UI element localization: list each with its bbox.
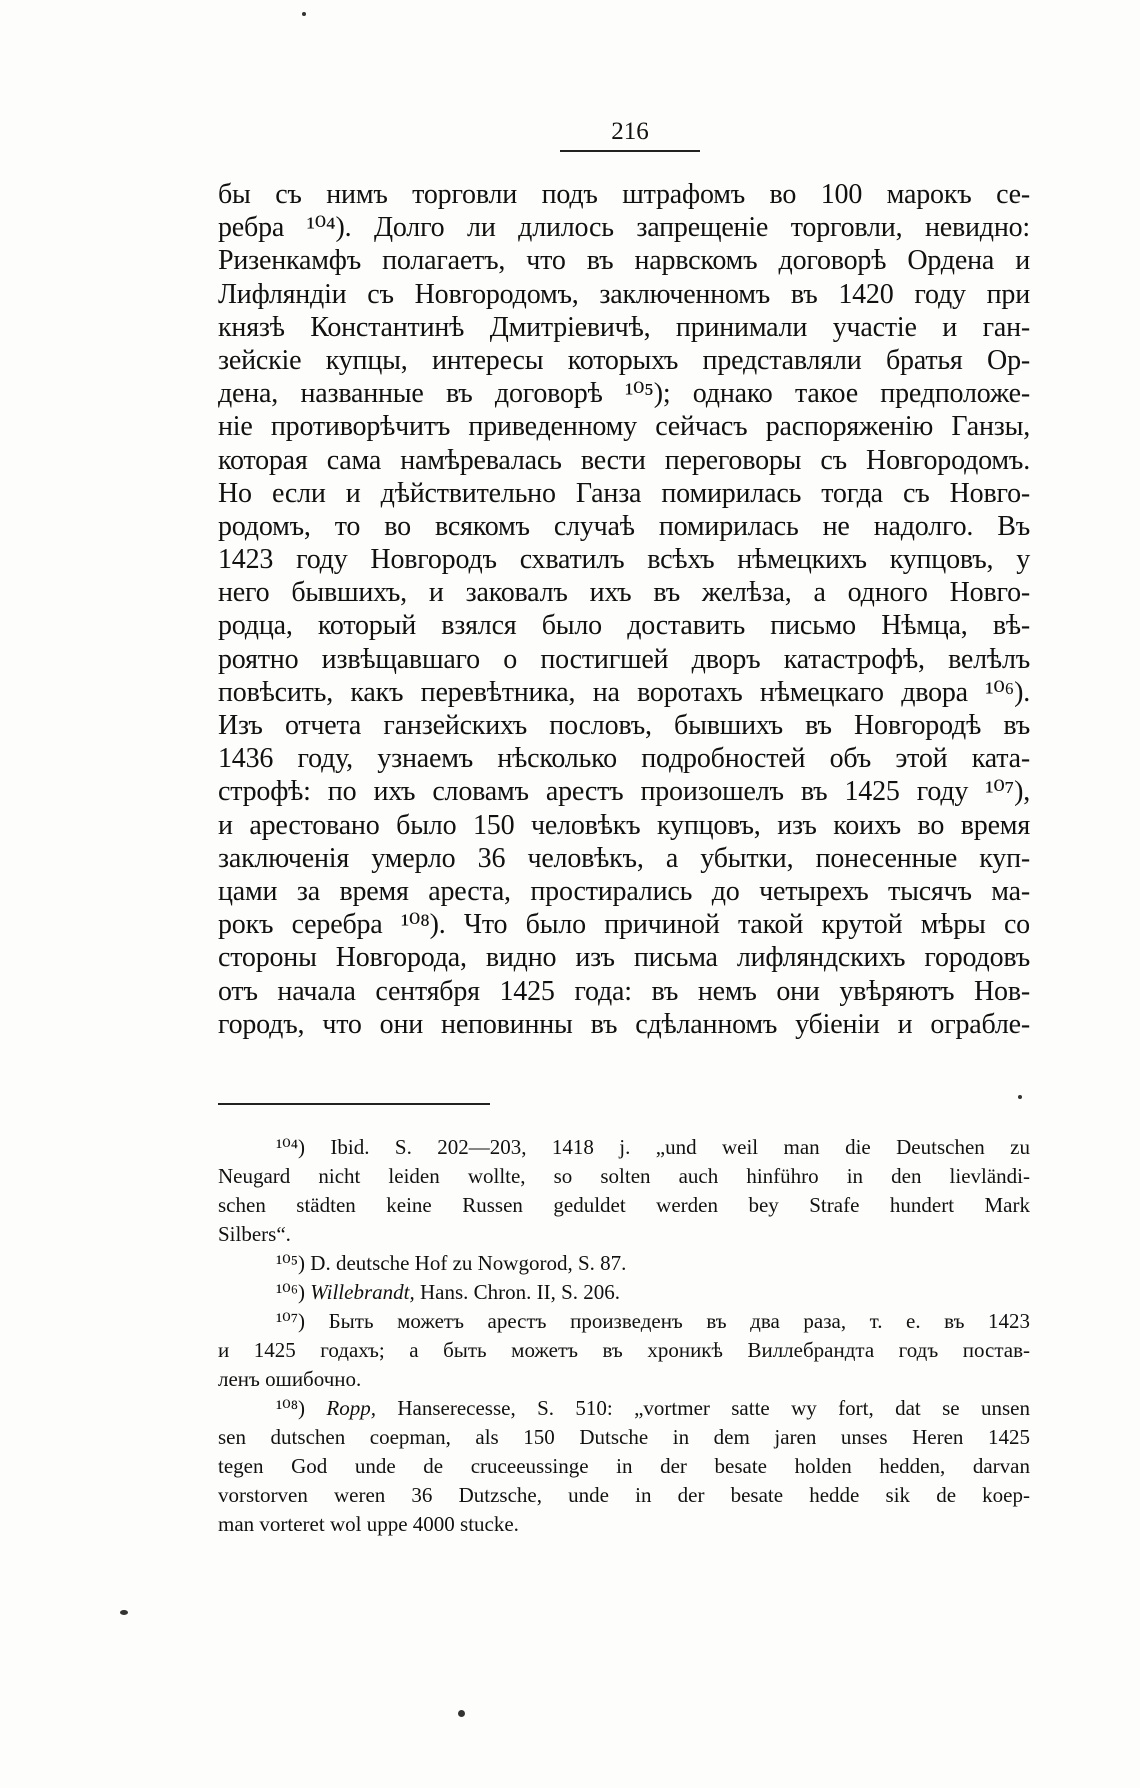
footnotes [218,1133,1030,1539]
footnote-104: ¹⁰⁴) Ibid. S. 202—203, 1418 j. „und weil man die Deutschen zu [276,1135,1030,1159]
footnote-105: ¹⁰⁵) D. deutsche Hof zu Nowgorod, S. 87. [276,1251,627,1275]
footnote-108-text: Hanserecesse, S. 510: „vortmer satte wy fort, dat se unsen [397,1396,1030,1420]
text-line: 1423 году Новгородъ схватилъ всѣхъ нѣмецкихъ купцовъ, у [218,544,1030,576]
footnote-106-text: Hans. Chron. II, S. 206. [419,1280,621,1304]
footnote-104-cont: schen städten keine Russen geduldet werden bey Strafe hundert Mark [218,1193,1030,1217]
footnote-108-cont: tegen God unde de cruceeussinge in der besate holden hedden, darvan [218,1454,1030,1478]
print-speck [458,1710,465,1717]
footnote-108-cont: sen dutschen coepman, als 150 Dutsche in dem jaren unses Heren 1425 [218,1425,1030,1449]
text-line: цами за время ареста, простирались до четырехъ тысячъ ма- [218,875,1030,907]
text-line: отъ начала сентября 1425 года: въ немъ они увѣряютъ Нов- [218,975,1030,1007]
text-line: бы съ нимъ торговли подъ штрафомъ во 100 марокъ се- [218,179,1030,210]
print-speck [1018,1095,1022,1099]
print-speck [302,12,306,16]
footnote-104-cont: Neugard nicht leiden wollte, so solten auch hinführo in den lievländi- [218,1164,1030,1188]
footnote-separator [218,1103,490,1105]
text-line: роятно извѣщавшаго о постигшей дворъ катастрофѣ, велѣлъ [218,643,1030,675]
text-line: ребра ¹⁰⁴). Долго ли длилось запрещеніе торговли, невидно: [218,212,1030,244]
footnote-108-cont: man vorteret wol uppe 4000 stucke. [218,1512,519,1536]
text-line: которая сама намѣревалась вести переговоры съ Новгородомъ. [218,444,1030,476]
text-line: Лифляндіи съ Новгородомъ, заключенномъ въ 1420 году при [218,278,1030,310]
text-line: и арестовано было 150 человѣкъ купцовъ, изъ коихъ во время [218,809,1030,841]
text-line: дена, названные въ договорѣ ¹⁰⁵); однако такое предположе- [218,378,1030,410]
text-line: заключенія умерло 36 человѣкъ, а убытки, понесенные куп- [218,842,1030,874]
text-line: ніе противорѣчитъ приведенному сейчасъ распоряженію Ганзы, [218,411,1030,443]
footnote-108-cont: vorstorven weren 36 Dutzsche, unde in der besate hedde sik de koep- [218,1483,1030,1507]
footnote-108-author: Ropp, [326,1396,376,1420]
text-line: зейскіе купцы, интересы которыхъ представляли братья Ор- [218,344,1030,376]
text-line: строфѣ: по ихъ словамъ арестъ произошелъ въ 1425 году ¹⁰⁷), [218,776,1030,808]
text-line: Но если и дѣйствительно Ганза помирилась тогда съ Новго- [218,477,1030,509]
footnote-104-cont: Silbers“. [218,1222,291,1246]
text-line: Изъ отчета ганзейскихъ пословъ, бывшихъ въ Новгородѣ въ [218,710,1030,741]
footnote-108-mark: ¹⁰⁸) [276,1396,306,1420]
text-line: 1436 году, узнаемъ нѣсколько подробностей объ этой ката- [218,743,1030,775]
footnote-108 [218,1394,1030,1423]
footnote-107-cont: и 1425 годахъ; а быть можетъ въ хроникѣ Виллебрандта годъ постав- [218,1338,1030,1362]
text-line: городъ, что они неповинны въ сдѣланномъ убіеніи и ограбле- [218,1008,1030,1040]
footnote-106 [218,1278,1030,1307]
text-line: него бывшихъ, и заковалъ ихъ въ желѣза, а одного Новго- [218,577,1030,609]
print-speck [120,1610,128,1615]
footnote-106-author: Willebrandt, [310,1280,415,1304]
text-line: повѣсить, какъ перевѣтника, на воротахъ нѣмецкаго двора ¹⁰⁶). [218,676,1030,708]
text-line: родомъ, то во всякомъ случаѣ помирилась не надолго. Въ [218,510,1030,542]
footnote-107-cont: ленъ ошибочно. [218,1367,362,1391]
main-text [218,178,1030,1041]
text-line: князѣ Константинѣ Дмитріевичѣ, принимали участіе и ган- [218,311,1030,343]
text-line: родца, который взялся было доставить письмо Нѣмца, вѣ- [218,610,1030,642]
text-line: стороны Новгорода, видно изъ письма лифляндскихъ городовъ [218,942,1030,974]
text-line: рокъ серебра ¹⁰⁸). Что было причиной такой крутой мѣры со [218,909,1030,941]
footnote-107: ¹⁰⁷) Быть можетъ арестъ произведенъ въ два раза, т. е. въ 1423 [276,1309,1030,1333]
text-line: Ризенкамфъ полагаетъ, что въ нарвскомъ договорѣ Ордена и [218,245,1030,277]
footnote-106-mark: ¹⁰⁶) [276,1280,306,1304]
page-number: 216 [560,118,700,152]
